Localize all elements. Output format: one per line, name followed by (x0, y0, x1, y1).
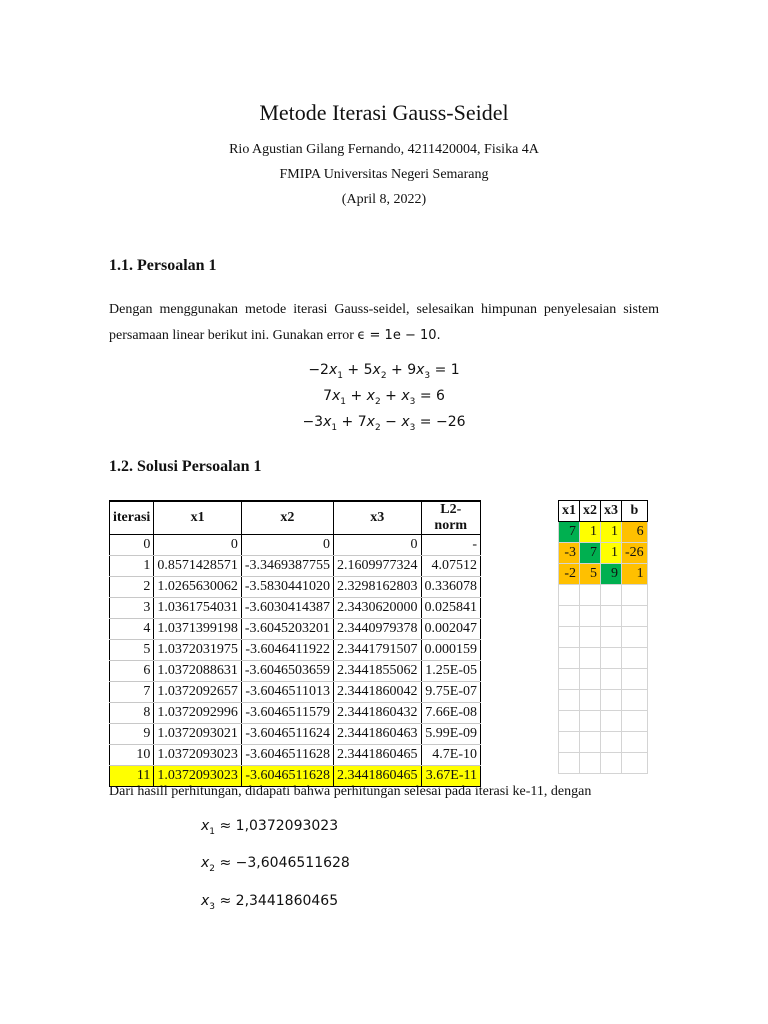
header-x2: x2 (241, 501, 333, 535)
matrix-cell: 5 (580, 564, 601, 585)
eq3-sub3: 3 (409, 422, 416, 433)
empty-grid-cell (601, 669, 622, 690)
problem-text: Dengan menggunakan metode iterasi Gauss-seidel, selesaikan himpunan penyelesaian sistem persamaan linear berikut ini. Gunakan error (109, 302, 659, 343)
eq2-sub2: 2 (374, 396, 381, 407)
iteration-cell: 1 (110, 556, 154, 577)
eq3-rhs: = −26 (415, 414, 466, 430)
empty-grid-cell (622, 648, 648, 669)
section-heading-problem: 1.1. Persoalan 1 (109, 257, 217, 274)
l2-norm-cell: 1.25E-05 (421, 661, 481, 682)
x3-cell: 2.3298162803 (334, 577, 422, 598)
iteration-cell: 5 (110, 640, 154, 661)
table-row (110, 598, 481, 619)
x1-cell: 1.0372092996 (154, 703, 242, 724)
l2-norm-cell: 0.002047 (421, 619, 481, 640)
iteration-cell: 0 (110, 535, 154, 556)
section-heading-solution: 1.2. Solusi Persoalan 1 (109, 458, 262, 475)
empty-grid-cell (580, 606, 601, 627)
table-row (110, 577, 481, 598)
x1-cell: 0.8571428571 (154, 556, 242, 577)
eq1-sub1: 1 (337, 370, 343, 381)
l2-norm-cell: - (421, 535, 481, 556)
x1-cell: 1.0372092657 (154, 682, 242, 703)
eq3-coef2: + 7 (337, 414, 367, 430)
eq3-sub1: 1 (331, 422, 338, 433)
x2-cell: -3.6045203201 (241, 619, 333, 640)
eq2-coef1: 7 (323, 388, 332, 404)
iteration-cell: 6 (110, 661, 154, 682)
iteration-cell: 2 (110, 577, 154, 598)
ans1-var: x (201, 818, 210, 834)
x1-cell: 1.0372093023 (154, 766, 242, 787)
eq2-var3: x (401, 388, 410, 404)
ans3-rel: ≈ (215, 893, 236, 909)
iteration-table (109, 500, 481, 787)
x2-cell: -3.6046511624 (241, 724, 333, 745)
ans1-sub: 1 (209, 826, 216, 837)
l2-norm-cell: 7.66E-08 (421, 703, 481, 724)
empty-grid-cell (559, 585, 580, 606)
empty-grid-cell (580, 669, 601, 690)
x3-cell: 2.3441860463 (334, 724, 422, 745)
table-row (110, 703, 481, 724)
empty-grid-cell (622, 669, 648, 690)
empty-grid-row (559, 690, 648, 711)
x1-cell: 1.0372031975 (154, 640, 242, 661)
matrix-cell: -3 (559, 543, 580, 564)
empty-grid-cell (559, 753, 580, 774)
ans2-sub: 2 (209, 863, 216, 874)
matrix-header (559, 501, 648, 522)
solution-x1 (201, 818, 338, 837)
iteration-table-header (110, 501, 481, 535)
table-row (110, 640, 481, 661)
x2-cell: -3.6046511013 (241, 682, 333, 703)
table-row (110, 556, 481, 577)
empty-grid-cell (559, 627, 580, 648)
eq3-coef1: −3 (302, 414, 324, 430)
header-x3: x3 (334, 501, 422, 535)
iteration-cell: 11 (110, 766, 154, 787)
empty-grid-cell (622, 753, 648, 774)
empty-grid-cell (601, 732, 622, 753)
table-row (110, 661, 481, 682)
x3-cell: 2.3441860465 (334, 766, 422, 787)
iteration-cell: 4 (110, 619, 154, 640)
empty-grid-row (559, 669, 648, 690)
x2-cell: -3.6030414387 (241, 598, 333, 619)
eq2-coef3: + (380, 388, 402, 404)
empty-grid-row (559, 585, 648, 606)
eq2-var1: x (332, 388, 341, 404)
matrix-header-x3: x3 (601, 501, 622, 522)
matrix-header-x1: x1 (559, 501, 580, 522)
empty-grid-cell (601, 627, 622, 648)
l2-norm-cell: 3.67E-11 (421, 766, 481, 787)
date-line: (April 8, 2022) (341, 192, 427, 207)
eq2-coef2: + (346, 388, 367, 404)
iteration-cell: 9 (110, 724, 154, 745)
empty-grid-cell (559, 711, 580, 732)
author-line: Rio Agustian Gilang Fernando, 4211420004, Fisika 4A (229, 142, 539, 157)
x3-cell: 2.3440979378 (334, 619, 422, 640)
iteration-cell: 10 (110, 745, 154, 766)
empty-grid-cell (580, 711, 601, 732)
empty-grid-cell (559, 648, 580, 669)
ans2-var: x (201, 855, 210, 871)
matrix-cell: 1 (622, 564, 648, 585)
eq1-var1: x (328, 362, 338, 378)
coefficient-matrix-table (558, 500, 648, 774)
empty-grid-cell (622, 690, 648, 711)
eq3-var3: x (401, 414, 410, 430)
ans1-rel: ≈ (215, 818, 236, 834)
iteration-cell: 7 (110, 682, 154, 703)
empty-grid-cell (601, 648, 622, 669)
empty-grid-cell (559, 669, 580, 690)
eq1-coef3: + 9 (386, 362, 417, 378)
empty-grid-cell (601, 585, 622, 606)
header-l2-norm: L2-norm (421, 501, 481, 535)
empty-grid-row (559, 606, 648, 627)
document-title: Metode Iterasi Gauss-Seidel (259, 100, 509, 125)
empty-grid-cell (601, 753, 622, 774)
header-x1: x1 (154, 501, 242, 535)
ans1-value: 1,0372093023 (235, 818, 339, 834)
empty-grid-cell (601, 690, 622, 711)
empty-grid-cell (580, 753, 601, 774)
matrix-header-b: b (622, 501, 648, 522)
eq1-coef1: −2 (308, 362, 329, 378)
empty-grid-cell (601, 606, 622, 627)
matrix-row (559, 522, 648, 543)
empty-grid-row (559, 753, 648, 774)
l2-norm-cell: 4.7E-10 (421, 745, 481, 766)
x2-cell: -3.6046511628 (241, 766, 333, 787)
x1-cell: 1.0265630062 (154, 577, 242, 598)
l2-norm-cell: 0.000159 (421, 640, 481, 661)
institution-line: FMIPA Universitas Negeri Semarang (279, 167, 489, 182)
table-row (110, 535, 481, 556)
eq1-coef2: + 5 (342, 362, 373, 378)
l2-norm-cell: 0.025841 (421, 598, 481, 619)
empty-grid-row (559, 732, 648, 753)
matrix-cell: 6 (622, 522, 648, 543)
error-expression: ϵ = 1e − 10. (357, 328, 441, 343)
x1-cell: 1.0372093023 (154, 745, 242, 766)
x2-cell: 0 (241, 535, 333, 556)
l2-norm-cell: 4.07512 (421, 556, 481, 577)
matrix-cell: 1 (601, 543, 622, 564)
eq1-sub3: 3 (424, 370, 431, 381)
l2-norm-cell: 9.75E-07 (421, 682, 481, 703)
matrix-cell: 7 (580, 543, 601, 564)
matrix-cell: 7 (559, 522, 580, 543)
matrix-cell: -2 (559, 564, 580, 585)
x2-cell: -3.5830441020 (241, 577, 333, 598)
x2-cell: -3.6046511579 (241, 703, 333, 724)
l2-norm-cell: 0.336078 (421, 577, 481, 598)
empty-grid-cell (580, 585, 601, 606)
x3-cell: 2.3441860432 (334, 703, 422, 724)
empty-grid-row (559, 648, 648, 669)
x2-cell: -3.3469387755 (241, 556, 333, 577)
empty-grid-cell (559, 732, 580, 753)
ans2-value: −3,6046511628 (235, 855, 350, 871)
ans3-sub: 3 (209, 901, 216, 912)
eq2-sub1: 1 (340, 396, 347, 407)
solution-x3 (201, 893, 338, 912)
eq3-coef3: − (380, 414, 402, 430)
table-row (110, 724, 481, 745)
header-iterasi: iterasi (110, 501, 154, 535)
equation-1 (0, 362, 768, 381)
empty-grid-cell (580, 648, 601, 669)
eq1-var3: x (416, 362, 425, 378)
equation-3 (0, 414, 768, 433)
matrix-row (559, 543, 648, 564)
x3-cell: 2.3430620000 (334, 598, 422, 619)
x2-cell: -3.6046503659 (241, 661, 333, 682)
matrix-row (559, 564, 648, 585)
empty-grid-cell (580, 627, 601, 648)
x3-cell: 2.1609977324 (334, 556, 422, 577)
conclusion-paragraph: Dari hasill perhitungan, didapati bahwa perhitungan selesai pada iterasi ke-11, dengan (109, 784, 592, 799)
empty-grid-cell (622, 585, 648, 606)
x1-cell: 1.0372088631 (154, 661, 242, 682)
ans2-rel: ≈ (215, 855, 236, 871)
problem-paragraph (109, 297, 659, 349)
table-row (110, 682, 481, 703)
x3-cell: 0 (334, 535, 422, 556)
x2-cell: -3.6046511628 (241, 745, 333, 766)
l2-norm-cell: 5.99E-09 (421, 724, 481, 745)
eq2-rhs: = 6 (415, 388, 445, 404)
ans3-var: x (201, 893, 210, 909)
eq3-var1: x (323, 414, 332, 430)
x1-cell: 0 (154, 535, 242, 556)
empty-grid-cell (622, 732, 648, 753)
eq3-sub2: 2 (374, 422, 381, 433)
matrix-cell: 1 (601, 522, 622, 543)
x2-cell: -3.6046411922 (241, 640, 333, 661)
eq1-sub2: 2 (380, 370, 387, 381)
solution-x2 (201, 855, 350, 874)
x1-cell: 1.0371399198 (154, 619, 242, 640)
empty-grid-cell (580, 732, 601, 753)
matrix-header-x2: x2 (580, 501, 601, 522)
eq3-var2: x (366, 414, 375, 430)
x3-cell: 2.3441855062 (334, 661, 422, 682)
x3-cell: 2.3441860465 (334, 745, 422, 766)
empty-grid-cell (559, 606, 580, 627)
x1-cell: 1.0361754031 (154, 598, 242, 619)
iteration-cell: 3 (110, 598, 154, 619)
x3-cell: 2.3441791507 (334, 640, 422, 661)
matrix-cell: 1 (580, 522, 601, 543)
eq1-rhs: = 1 (430, 362, 460, 378)
matrix-cell: -26 (622, 543, 648, 564)
iteration-cell: 8 (110, 703, 154, 724)
table-row (110, 619, 481, 640)
x3-cell: 2.3441860042 (334, 682, 422, 703)
eq2-sub3: 3 (409, 396, 416, 407)
empty-grid-row (559, 711, 648, 732)
empty-grid-cell (580, 690, 601, 711)
empty-grid-row (559, 627, 648, 648)
empty-grid-cell (622, 606, 648, 627)
ans3-value: 2,3441860465 (235, 893, 339, 909)
equation-2 (0, 388, 768, 407)
empty-grid-cell (559, 690, 580, 711)
empty-grid-cell (601, 711, 622, 732)
eq2-var2: x (366, 388, 375, 404)
eq1-var2: x (372, 362, 381, 378)
matrix-cell: 9 (601, 564, 622, 585)
x1-cell: 1.0372093021 (154, 724, 242, 745)
empty-grid-cell (622, 627, 648, 648)
table-row (110, 745, 481, 766)
empty-grid-cell (622, 711, 648, 732)
